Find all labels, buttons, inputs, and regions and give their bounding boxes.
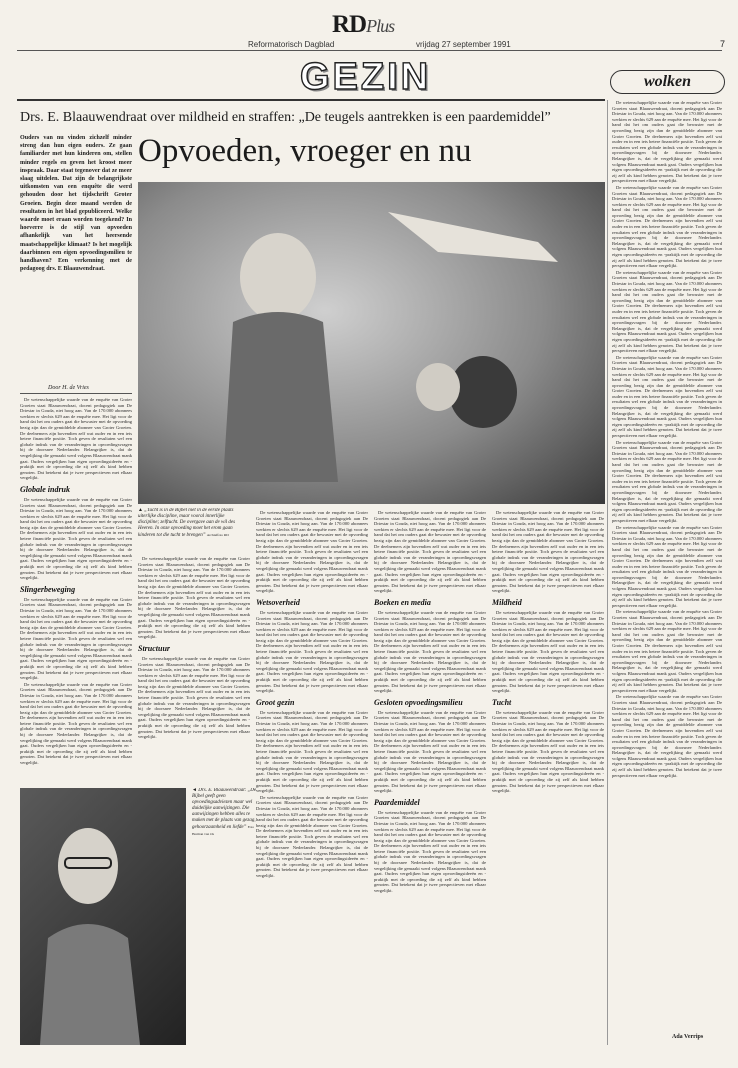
byline: Door H. de Vries: [48, 385, 89, 391]
section-rule: [17, 99, 605, 101]
paper-name: Reformatorisch Dagblad: [248, 40, 335, 49]
article-column-4: De wetenschappelijke waarde van de enquête van Groter Groeien staat Blaauwendraat, docent pedagogiek aan De Driestar in Gouda, niet hoog aan. Van de 170.000 abonnees werkten er slechts 629 aan de enquête mee. Het ligt voor de hand dat het om ouders gaat die bewuster met de opvoeding bezig zijn dan de gemiddelde abonnee van Groter Groeien. De deelnemers zijn bovendien zelf wat ouder en in een iets betere financiële positie. Toch geven de resultaten wel een globale indruk van de veranderingen in opvoedingsvragen bij de doorsnee Nederlander. Belangrijker is, dat de vergelijking die gemaakt werd volgens Blaauwendraat mank gaat. Ouders vergelijken hun eigen opvoedingsideeën en -praktijk met de opvoeding die zij zelf als kind hebben genoten. Dat betekent dat je twee perspectieven met elkaar vergelijkt. Boeken en media De wetenschappelijke waarde van de enquête van Groter Groeien staat Blaauwendraat, docent pedagogiek aan De Driestar in Gouda, niet hoog aan. Van de 170.000 abonnees werkten er slechts 629 aan de enquête mee. Het ligt voor de hand dat het om ouders gaat die bewuster met de opvoeding bezig zijn dan de gemiddelde abonnee van Groter Groeien. De deelnemers zijn bovendien zelf wat ouder en in een iets betere financiële positie. Toch geven de resultaten wel een globale indruk van de veranderingen in opvoedingsvragen bij de doorsnee Nederlander. Belangrijker is, dat de vergelijking die gemaakt werd volgens Blaauwendraat mank gaat. Ouders vergelijken hun eigen opvoedingsideeën en -praktijk met de opvoeding die zij zelf als kind hebben genoten. Dat betekent dat je twee perspectieven met elkaar vergelijkt. Gesloten opvoedingsmilieu De wetenschappelijke waarde van de enquête van Groter Groeien staat Blaauwendraat, docent pedagogiek aan De Driestar in Gouda, niet hoog aan. Van de 170.000 abonnees werkten er slechts 629 aan de enquête mee. Het ligt voor de hand dat het om ouders gaat die bewuster met de opvoeding bezig zijn dan de gemiddelde abonnee van Groter Groeien. De deelnemers zijn bovendien zelf wat ouder en in een iets betere financiële positie. Toch geven de resultaten wel een globale indruk van de veranderingen in opvoedingsvragen bij de doorsnee Nederlander. Belangrijker is, dat de vergelijking die gemaakt werd volgens Blaauwendraat mank gaat. Ouders vergelijken hun eigen opvoedingsideeën en -praktijk met de opvoeding die zij zelf als kind hebben genoten. Dat betekent dat je twee perspectieven met elkaar vergelijkt. Paardemiddel De wetenschappelijke waarde van de enquête van Groter Groeien staat Blaauwendraat, docent pedagogiek aan De Driestar in Gouda, niet hoog aan. Van de 170.000 abonnees werkten er slechts 629 aan de enquête mee. Het ligt voor de hand dat het om ouders gaat die bewuster met de opvoeding bezig zijn dan de gemiddelde abonnee van Groter Groeien. De deelnemers zijn bovendien zelf wat ouder en in een iets betere financiële positie. Toch geven de resultaten wel een globale indruk van de veranderingen in opvoedingsvragen bij de doorsnee Nederlander. Belangrijker is, dat de vergelijking die gemaakt werd volgens Blaauwendraat mank gaat. Ouders vergelijken hun eigen opvoedingsideeën en -praktijk met de opvoeding die zij zelf als kind hebben genoten. Dat betekent dat je twee perspectieven met elkaar vergelijkt.: [374, 510, 486, 894]
masthead: [0, 0, 738, 60]
page-number: 7: [720, 39, 726, 49]
article-lead: Ouders van nu vinden zichzelf minder streng dan hun eigen ouders. Ze gaan familiarder met hun kinderen om, stellen minder regels en geven het kroost meer inspraak. Daar staat tegenover dat ze meer slaag uitdelen. Dat zijn de belangrijkste uitkomsten van een enquête die werd gehouden door het tijdschrift Groter Groeien. Begin deze maand werden de resultaten in het blad gepubliceerd. Welke waarde moet eraan worden toegekend? In hoeverre is de stijl van opvoeden afhankelijk van het heersende maatschappelijke klimaat? Is het mogelijk daarbinnen een eigen opvoedingsmilieu te handhaven? Een verkenning met de pedagoog drs. E Blaauwendraat.: [20, 135, 132, 273]
headline: Opvoeden, vroeger en nu: [138, 133, 472, 169]
section-title: GEZIN: [300, 56, 432, 98]
portrait-figure: [20, 788, 186, 1045]
article-column-3: De wetenschappelijke waarde van de enquête van Groter Groeien staat Blaauwendraat, docent pedagogiek aan De Driestar in Gouda, niet hoog aan. Van de 170.000 abonnees werkten er slechts 629 aan de enquête mee. Het ligt voor de hand dat het om ouders gaat die bewuster met de opvoeding bezig zijn dan de gemiddelde abonnee van Groter Groeien. De deelnemers zijn bovendien zelf wat ouder en in een iets betere financiële positie. Toch geven de resultaten wel een globale indruk van de veranderingen in opvoedingsvragen bij de doorsnee Nederlander. Belangrijker is, dat de vergelijking die gemaakt werd volgens Blaauwendraat mank gaat. Ouders vergelijken hun eigen opvoedingsideeën en -praktijk met de opvoeding die zij zelf als kind hebben genoten. Dat betekent dat je twee perspectieven met elkaar vergelijkt. Wetsoverheid De wetenschappelijke waarde van de enquête van Groter Groeien staat Blaauwendraat, docent pedagogiek aan De Driestar in Gouda, niet hoog aan. Van de 170.000 abonnees werkten er slechts 629 aan de enquête mee. Het ligt voor de hand dat het om ouders gaat die bewuster met de opvoeding bezig zijn dan de gemiddelde abonnee van Groter Groeien. De deelnemers zijn bovendien zelf wat ouder en in een iets betere financiële positie. Toch geven de resultaten wel een globale indruk van de veranderingen in opvoedingsvragen bij de doorsnee Nederlander. Belangrijker is, dat de vergelijking die gemaakt werd volgens Blaauwendraat mank gaat. Ouders vergelijken hun eigen opvoedingsideeën en -praktijk met de opvoeding die zij zelf als kind hebben genoten. Dat betekent dat je twee perspectieven met elkaar vergelijkt. Groot gezin De wetenschappelijke waarde van de enquête van Groter Groeien staat Blaauwendraat, docent pedagogiek aan De Driestar in Gouda, niet hoog aan. Van de 170.000 abonnees werkten er slechts 629 aan de enquête mee. Het ligt voor de hand dat het om ouders gaat die bewuster met de opvoeding bezig zijn dan de gemiddelde abonnee van Groter Groeien. De deelnemers zijn bovendien zelf wat ouder en in een iets betere financiële positie. Toch geven de resultaten wel een globale indruk van de veranderingen in opvoedingsvragen bij de doorsnee Nederlander. Belangrijker is, dat de vergelijking die gemaakt werd volgens Blaauwendraat mank gaat. Ouders vergelijken hun eigen opvoedingsideeën en -praktijk met de opvoeding die zij zelf als kind hebben genoten. Dat betekent dat je twee perspectieven met elkaar vergelijkt. De wetenschappelijke waarde van de enquête van Groter Groeien staat Blaauwendraat, docent pedagogiek aan De Driestar in Gouda, niet hoog aan. Van de 170.000 abonnees werkten er slechts 629 aan de enquête mee. Het ligt voor de hand dat het om ouders gaat die bewuster met de opvoeding bezig zijn dan de gemiddelde abonnee van Groter Groeien. De deelnemers zijn bovendien zelf wat ouder en in een iets betere financiële positie. Toch geven de resultaten wel een globale indruk van de veranderingen in opvoedingsvragen bij de doorsnee Nederlander. Belangrijker is, dat de vergelijking die gemaakt werd volgens Blaauwendraat mank gaat. Ouders vergelijken hun eigen opvoedingsideeën en -praktijk met de opvoeding die zij zelf als kind hebben genoten. Dat betekent dat je twee perspectieven met elkaar vergelijkt.: [256, 510, 368, 879]
subhead-tucht: Tucht: [492, 697, 512, 707]
wolken-story: De wetenschappelijke waarde van de enquête van Groter Groeien staat Blaauwendraat, docent pedagogiek aan De Driestar in Gouda, niet hoog aan. Van de 170.000 abonnees werkten er slechts 629 aan de enquête mee. Het ligt voor de hand dat het om ouders gaat die bewuster met de opvoeding bezig zijn dan de gemiddelde abonnee van Groter Groeien. De deelnemers zijn bovendien zelf wat ouder en in een iets betere financiële positie. Toch geven de resultaten wel een globale indruk van de veranderingen in opvoedingsvragen bij de doorsnee Nederlander. Belangrijker is, dat de vergelijking die gemaakt werd volgens Blaauwendraat mank gaat. Ouders vergelijken hun eigen opvoedingsideeën en -praktijk met de opvoeding die zij zelf als kind hebben genoten. Dat betekent dat je twee perspectieven met elkaar vergelijkt. De wetenschappelijke waarde van de enquête van Groter Groeien staat Blaauwendraat, docent pedagogiek aan De Driestar in Gouda, niet hoog aan. Van de 170.000 abonnees werkten er slechts 629 aan de enquête mee. Het ligt voor de hand dat het om ouders gaat die bewuster met de opvoeding bezig zijn dan de gemiddelde abonnee van Groter Groeien. De deelnemers zijn bovendien zelf wat ouder en in een iets betere financiële positie. Toch geven de resultaten wel een globale indruk van de veranderingen in opvoedingsvragen bij de doorsnee Nederlander. Belangrijker is, dat de vergelijking die gemaakt werd volgens Blaauwendraat mank gaat. Ouders vergelijken hun eigen opvoedingsideeën en -praktijk met de opvoeding die zij zelf als kind hebben genoten. Dat betekent dat je twee perspectieven met elkaar vergelijkt. De wetenschappelijke waarde van de enquête van Groter Groeien staat Blaauwendraat, docent pedagogiek aan De Driestar in Gouda, niet hoog aan. Van de 170.000 abonnees werkten er slechts 629 aan de enquête mee. Het ligt voor de hand dat het om ouders gaat die bewuster met de opvoeding bezig zijn dan de gemiddelde abonnee van Groter Groeien. De deelnemers zijn bovendien zelf wat ouder en in een iets betere financiële positie. Toch geven de resultaten wel een globale indruk van de veranderingen in opvoedingsvragen bij de doorsnee Nederlander. Belangrijker is, dat de vergelijking die gemaakt werd volgens Blaauwendraat mank gaat. Ouders vergelijken hun eigen opvoedingsideeën en -praktijk met de opvoeding die zij zelf als kind hebben genoten. Dat betekent dat je twee perspectieven met elkaar vergelijkt. De wetenschappelijke waarde van de enquête van Groter Groeien staat Blaauwendraat, docent pedagogiek aan De Driestar in Gouda, niet hoog aan. Van de 170.000 abonnees werkten er slechts 629 aan de enquête mee. Het ligt voor de hand dat het om ouders gaat die bewuster met de opvoeding bezig zijn dan de gemiddelde abonnee van Groter Groeien. De deelnemers zijn bovendien zelf wat ouder en in een iets betere financiële positie. Toch geven de resultaten wel een globale indruk van de veranderingen in opvoedingsvragen bij de doorsnee Nederlander. Belangrijker is, dat de vergelijking die gemaakt werd volgens Blaauwendraat mank gaat. Ouders vergelijken hun eigen opvoedingsideeën en -praktijk met de opvoeding die zij zelf als kind hebben genoten. Dat betekent dat je twee perspectieven met elkaar vergelijkt. De wetenschappelijke waarde van de enquête van Groter Groeien staat Blaauwendraat, docent pedagogiek aan De Driestar in Gouda, niet hoog aan. Van de 170.000 abonnees werkten er slechts 629 aan de enquête mee. Het ligt voor de hand dat het om ouders gaat die bewuster met de opvoeding bezig zijn dan de gemiddelde abonnee van Groter Groeien. De deelnemers zijn bovendien zelf wat ouder en in een iets betere financiële positie. Toch geven de resultaten wel een globale indruk van de veranderingen in opvoedingsvragen bij de doorsnee Nederlander. Belangrijker is, dat de vergelijking die gemaakt werd volgens Blaauwendraat mank gaat. Ouders vergelijken hun eigen opvoedingsideeën en -praktijk met de opvoeding die zij zelf als kind hebben genoten. Dat betekent dat je twee perspectieven met elkaar vergelijkt. De wetenschappelijke waarde van de enquête van Groter Groeien staat Blaauwendraat, docent pedagogiek aan De Driestar in Gouda, niet hoog aan. Van de 170.000 abonnees werkten er slechts 629 aan de enquête mee. Het ligt voor de hand dat het om ouders gaat die bewuster met de opvoeding bezig zijn dan de gemiddelde abonnee van Groter Groeien. De deelnemers zijn bovendien zelf wat ouder en in een iets betere financiële positie. Toch geven de resultaten wel een globale indruk van de veranderingen in opvoedingsvragen bij de doorsnee Nederlander. Belangrijker is, dat de vergelijking die gemaakt werd volgens Blaauwendraat mank gaat. Ouders vergelijken hun eigen opvoedingsideeën en -praktijk met de opvoeding die zij zelf als kind hebben genoten. Dat betekent dat je twee perspectieven met elkaar vergelijkt. De wetenschappelijke waarde van de enquête van Groter Groeien staat Blaauwendraat, docent pedagogiek aan De Driestar in Gouda, niet hoog aan. Van de 170.000 abonnees werkten er slechts 629 aan de enquête mee. Het ligt voor de hand dat het om ouders gaat die bewuster met de opvoeding bezig zijn dan de gemiddelde abonnee van Groter Groeien. De deelnemers zijn bovendien zelf wat ouder en in een iets betere financiële positie. Toch geven de resultaten wel een globale indruk van de veranderingen in opvoedingsvragen bij de doorsnee Nederlander. Belangrijker is, dat de vergelijking die gemaakt werd volgens Blaauwendraat mank gaat. Ouders vergelijken hun eigen opvoedingsideeën en -praktijk met de opvoeding die zij zelf als kind hebben genoten. Dat betekent dat je twee perspectieven met elkaar vergelijkt. De wetenschappelijke waarde van de enquête van Groter Groeien staat Blaauwendraat, docent pedagogiek aan De Driestar in Gouda, niet hoog aan. Van de 170.000 abonnees werkten er slechts 629 aan de enquête mee. Het ligt voor de hand dat het om ouders gaat die bewuster met de opvoeding bezig zijn dan de gemiddelde abonnee van Groter Groeien. De deelnemers zijn bovendien zelf wat ouder en in een iets betere financiële positie. Toch geven de resultaten wel een globale indruk van de veranderingen in opvoedingsvragen bij de doorsnee Nederlander. Belangrijker is, dat de vergelijking die gemaakt werd volgens Blaauwendraat mank gaat. Ouders vergelijken hun eigen opvoedingsideeën en -praktijk met de opvoeding die zij zelf als kind hebben genoten. Dat betekent dat je twee perspectieven met elkaar vergelijkt.: [612, 100, 722, 778]
portrait-photo: [20, 788, 186, 1045]
plus-logo: Plus: [366, 16, 395, 36]
issue-date: vrijdag 27 september 1991: [416, 40, 511, 49]
main-photo-figures: [138, 182, 605, 504]
portrait-caption: ◄ Drs. E. Blaauwendraat: „De Bijbel geeft geen opvoedingsadviezen maar wel duidelijke aanwijzingen. Die aanwijzingen hebben alles te maken met de plaats van gezag, gehoorzaamheid en liefde” Foto Herman van Os: [192, 788, 257, 836]
subhead-wetsoverheid: Wetsoverheid: [256, 597, 300, 607]
subhead-mildheid: Mildheid: [492, 597, 522, 607]
subhead-slingerbeweging: Slingerbeweging: [20, 584, 76, 594]
article-column-2: De wetenschappelijke waarde van de enquête van Groter Groeien staat Blaauwendraat, docent pedagogiek aan De Driestar in Gouda, niet hoog aan. Van de 170.000 abonnees werkten er slechts 629 aan de enquête mee. Het ligt voor de hand dat het om ouders gaat die bewuster met de opvoeding bezig zijn dan de gemiddelde abonnee van Groter Groeien. De deelnemers zijn bovendien zelf wat ouder en in een iets betere financiële positie. Toch geven de resultaten wel een globale indruk van de veranderingen in opvoedingsvragen bij de doorsnee Nederlander. Belangrijker is, dat de vergelijking die gemaakt werd volgens Blaauwendraat mank gaat. Ouders vergelijken hun eigen opvoedingsideeën en -praktijk met de opvoeding die zij zelf als kind hebben genoten. Dat betekent dat je twee perspectieven met elkaar vergelijkt. Structuur De wetenschappelijke waarde van de enquête van Groter Groeien staat Blaauwendraat, docent pedagogiek aan De Driestar in Gouda, niet hoog aan. Van de 170.000 abonnees werkten er slechts 629 aan de enquête mee. Het ligt voor de hand dat het om ouders gaat die bewuster met de opvoeding bezig zijn dan de gemiddelde abonnee van Groter Groeien. De deelnemers zijn bovendien zelf wat ouder en in een iets betere financiële positie. Toch geven de resultaten wel een globale indruk van de veranderingen in opvoedingsvragen bij de doorsnee Nederlander. Belangrijker is, dat de vergelijking die gemaakt werd volgens Blaauwendraat mank gaat. Ouders vergelijken hun eigen opvoedingsideeën en -praktijk met de opvoeding die zij zelf als kind hebben genoten. Dat betekent dat je twee perspectieven met elkaar vergelijkt.: [138, 556, 250, 740]
wolken-signature: Ada Verrips: [672, 1034, 704, 1040]
side-banner: [610, 70, 725, 94]
side-banner-label: wolken: [643, 73, 692, 90]
rd-logo: RDPlus: [332, 11, 395, 38]
subhead-paardemiddel: Paardemiddel: [374, 797, 420, 807]
subhead-structuur: Structuur: [138, 643, 171, 653]
subhead-groot-gezin: Groot gezin: [256, 697, 295, 707]
article-kicker: Drs. E. Blaauwendraat over mildheid en straffen: „De teugels aantrekken is een paardemiddel”: [20, 110, 551, 125]
article-column-5: De wetenschappelijke waarde van de enquête van Groter Groeien staat Blaauwendraat, docent pedagogiek aan De Driestar in Gouda, niet hoog aan. Van de 170.000 abonnees werkten er slechts 629 aan de enquête mee. Het ligt voor de hand dat het om ouders gaat die bewuster met de opvoeding bezig zijn dan de gemiddelde abonnee van Groter Groeien. De deelnemers zijn bovendien zelf wat ouder en in een iets betere financiële positie. Toch geven de resultaten wel een globale indruk van de veranderingen in opvoedingsvragen bij de doorsnee Nederlander. Belangrijker is, dat de vergelijking die gemaakt werd volgens Blaauwendraat mank gaat. Ouders vergelijken hun eigen opvoedingsideeën en -praktijk met de opvoeding die zij zelf als kind hebben genoten. Dat betekent dat je twee perspectieven met elkaar vergelijkt. Mildheid De wetenschappelijke waarde van de enquête van Groter Groeien staat Blaauwendraat, docent pedagogiek aan De Driestar in Gouda, niet hoog aan. Van de 170.000 abonnees werkten er slechts 629 aan de enquête mee. Het ligt voor de hand dat het om ouders gaat die bewuster met de opvoeding bezig zijn dan de gemiddelde abonnee van Groter Groeien. De deelnemers zijn bovendien zelf wat ouder en in een iets betere financiële positie. Toch geven de resultaten wel een globale indruk van de veranderingen in opvoedingsvragen bij de doorsnee Nederlander. Belangrijker is, dat de vergelijking die gemaakt werd volgens Blaauwendraat mank gaat. Ouders vergelijken hun eigen opvoedingsideeën en -praktijk met de opvoeding die zij zelf als kind hebben genoten. Dat betekent dat je twee perspectieven met elkaar vergelijkt. Tucht De wetenschappelijke waarde van de enquête van Groter Groeien staat Blaauwendraat, docent pedagogiek aan De Driestar in Gouda, niet hoog aan. Van de 170.000 abonnees werkten er slechts 629 aan de enquête mee. Het ligt voor de hand dat het om ouders gaat die bewuster met de opvoeding bezig zijn dan de gemiddelde abonnee van Groter Groeien. De deelnemers zijn bovendien zelf wat ouder en in een iets betere financiële positie. Toch geven de resultaten wel een globale indruk van de veranderingen in opvoedingsvragen bij de doorsnee Nederlander. Belangrijker is, dat de vergelijking die gemaakt werd volgens Blaauwendraat mank gaat. Ouders vergelijken hun eigen opvoedingsideeën en -praktijk met de opvoeding die zij zelf als kind hebben genoten. Dat betekent dat je twee perspectieven met elkaar vergelijkt.: [492, 510, 604, 794]
masthead-rule: [17, 50, 722, 51]
subhead-globale-indruk: Globale indruk: [20, 484, 71, 494]
subhead-gesloten-opvoedingsmilieu: Gesloten opvoedingsmilieu: [374, 697, 463, 707]
main-photo: [138, 182, 605, 504]
byline-rule: [20, 393, 132, 394]
article-column-1: De wetenschappelijke waarde van de enquête van Groter Groeien staat Blaauwendraat, docent pedagogiek aan De Driestar in Gouda, niet hoog aan. Van de 170.000 abonnees werkten er slechts 629 aan de enquête mee. Het ligt voor de hand dat het om ouders gaat die bewuster met de opvoeding bezig zijn dan de gemiddelde abonnee van Groter Groeien. De deelnemers zijn bovendien zelf wat ouder en in een iets betere financiële positie. Toch geven de resultaten wel een globale indruk van de veranderingen in opvoedingsvragen bij de doorsnee Nederlander. Belangrijker is, dat de vergelijking die gemaakt werd volgens Blaauwendraat mank gaat. Ouders vergelijken hun eigen opvoedingsideeën en -praktijk met de opvoeding die zij zelf als kind hebben genoten. Dat betekent dat je twee perspectieven met elkaar vergelijkt. Globale indruk De wetenschappelijke waarde van de enquête van Groter Groeien staat Blaauwendraat, docent pedagogiek aan De Driestar in Gouda, niet hoog aan. Van de 170.000 abonnees werkten er slechts 629 aan de enquête mee. Het ligt voor de hand dat het om ouders gaat die bewuster met de opvoeding bezig zijn dan de gemiddelde abonnee van Groter Groeien. De deelnemers zijn bovendien zelf wat ouder en in een iets betere financiële positie. Toch geven de resultaten wel een globale indruk van de veranderingen in opvoedingsvragen bij de doorsnee Nederlander. Belangrijker is, dat de vergelijking die gemaakt werd volgens Blaauwendraat mank gaat. Ouders vergelijken hun eigen opvoedingsideeën en -praktijk met de opvoeding die zij zelf als kind hebben genoten. Dat betekent dat je twee perspectieven met elkaar vergelijkt. Slingerbeweging De wetenschappelijke waarde van de enquête van Groter Groeien staat Blaauwendraat, docent pedagogiek aan De Driestar in Gouda, niet hoog aan. Van de 170.000 abonnees werkten er slechts 629 aan de enquête mee. Het ligt voor de hand dat het om ouders gaat die bewuster met de opvoeding bezig zijn dan de gemiddelde abonnee van Groter Groeien. De deelnemers zijn bovendien zelf wat ouder en in een iets betere financiële positie. Toch geven de resultaten wel een globale indruk van de veranderingen in opvoedingsvragen bij de doorsnee Nederlander. Belangrijker is, dat de vergelijking die gemaakt werd volgens Blaauwendraat mank gaat. Ouders vergelijken hun eigen opvoedingsideeën en -praktijk met de opvoeding die zij zelf als kind hebben genoten. Dat betekent dat je twee perspectieven met elkaar vergelijkt. De wetenschappelijke waarde van de enquête van Groter Groeien staat Blaauwendraat, docent pedagogiek aan De Driestar in Gouda, niet hoog aan. Van de 170.000 abonnees werkten er slechts 629 aan de enquête mee. Het ligt voor de hand dat het om ouders gaat die bewuster met de opvoeding bezig zijn dan de gemiddelde abonnee van Groter Groeien. De deelnemers zijn bovendien zelf wat ouder en in een iets betere financiële positie. Toch geven de resultaten wel een globale indruk van de veranderingen in opvoedingsvragen bij de doorsnee Nederlander. Belangrijker is, dat de vergelijking die gemaakt werd volgens Blaauwendraat mank gaat. Ouders vergelijken hun eigen opvoedingsideeën en -praktijk met de opvoeding die zij zelf als kind hebben genoten. Dat betekent dat je twee perspectieven met elkaar vergelijkt.: [20, 397, 132, 766]
column-divider: [607, 100, 608, 1045]
subhead-boeken-en-media: Boeken en media: [374, 597, 431, 607]
main-photo-caption: ▲ „Tucht is in de Bijbel niet in de eerste plaats uiterlijke discipline, maar vooral innerlijke discipline; zelftucht. De overgave aan de wil des Heeren. In onze opvoeding moet het erom gaan kinderen tot die tucht te brengen” Archieffoto RD: [138, 508, 236, 538]
